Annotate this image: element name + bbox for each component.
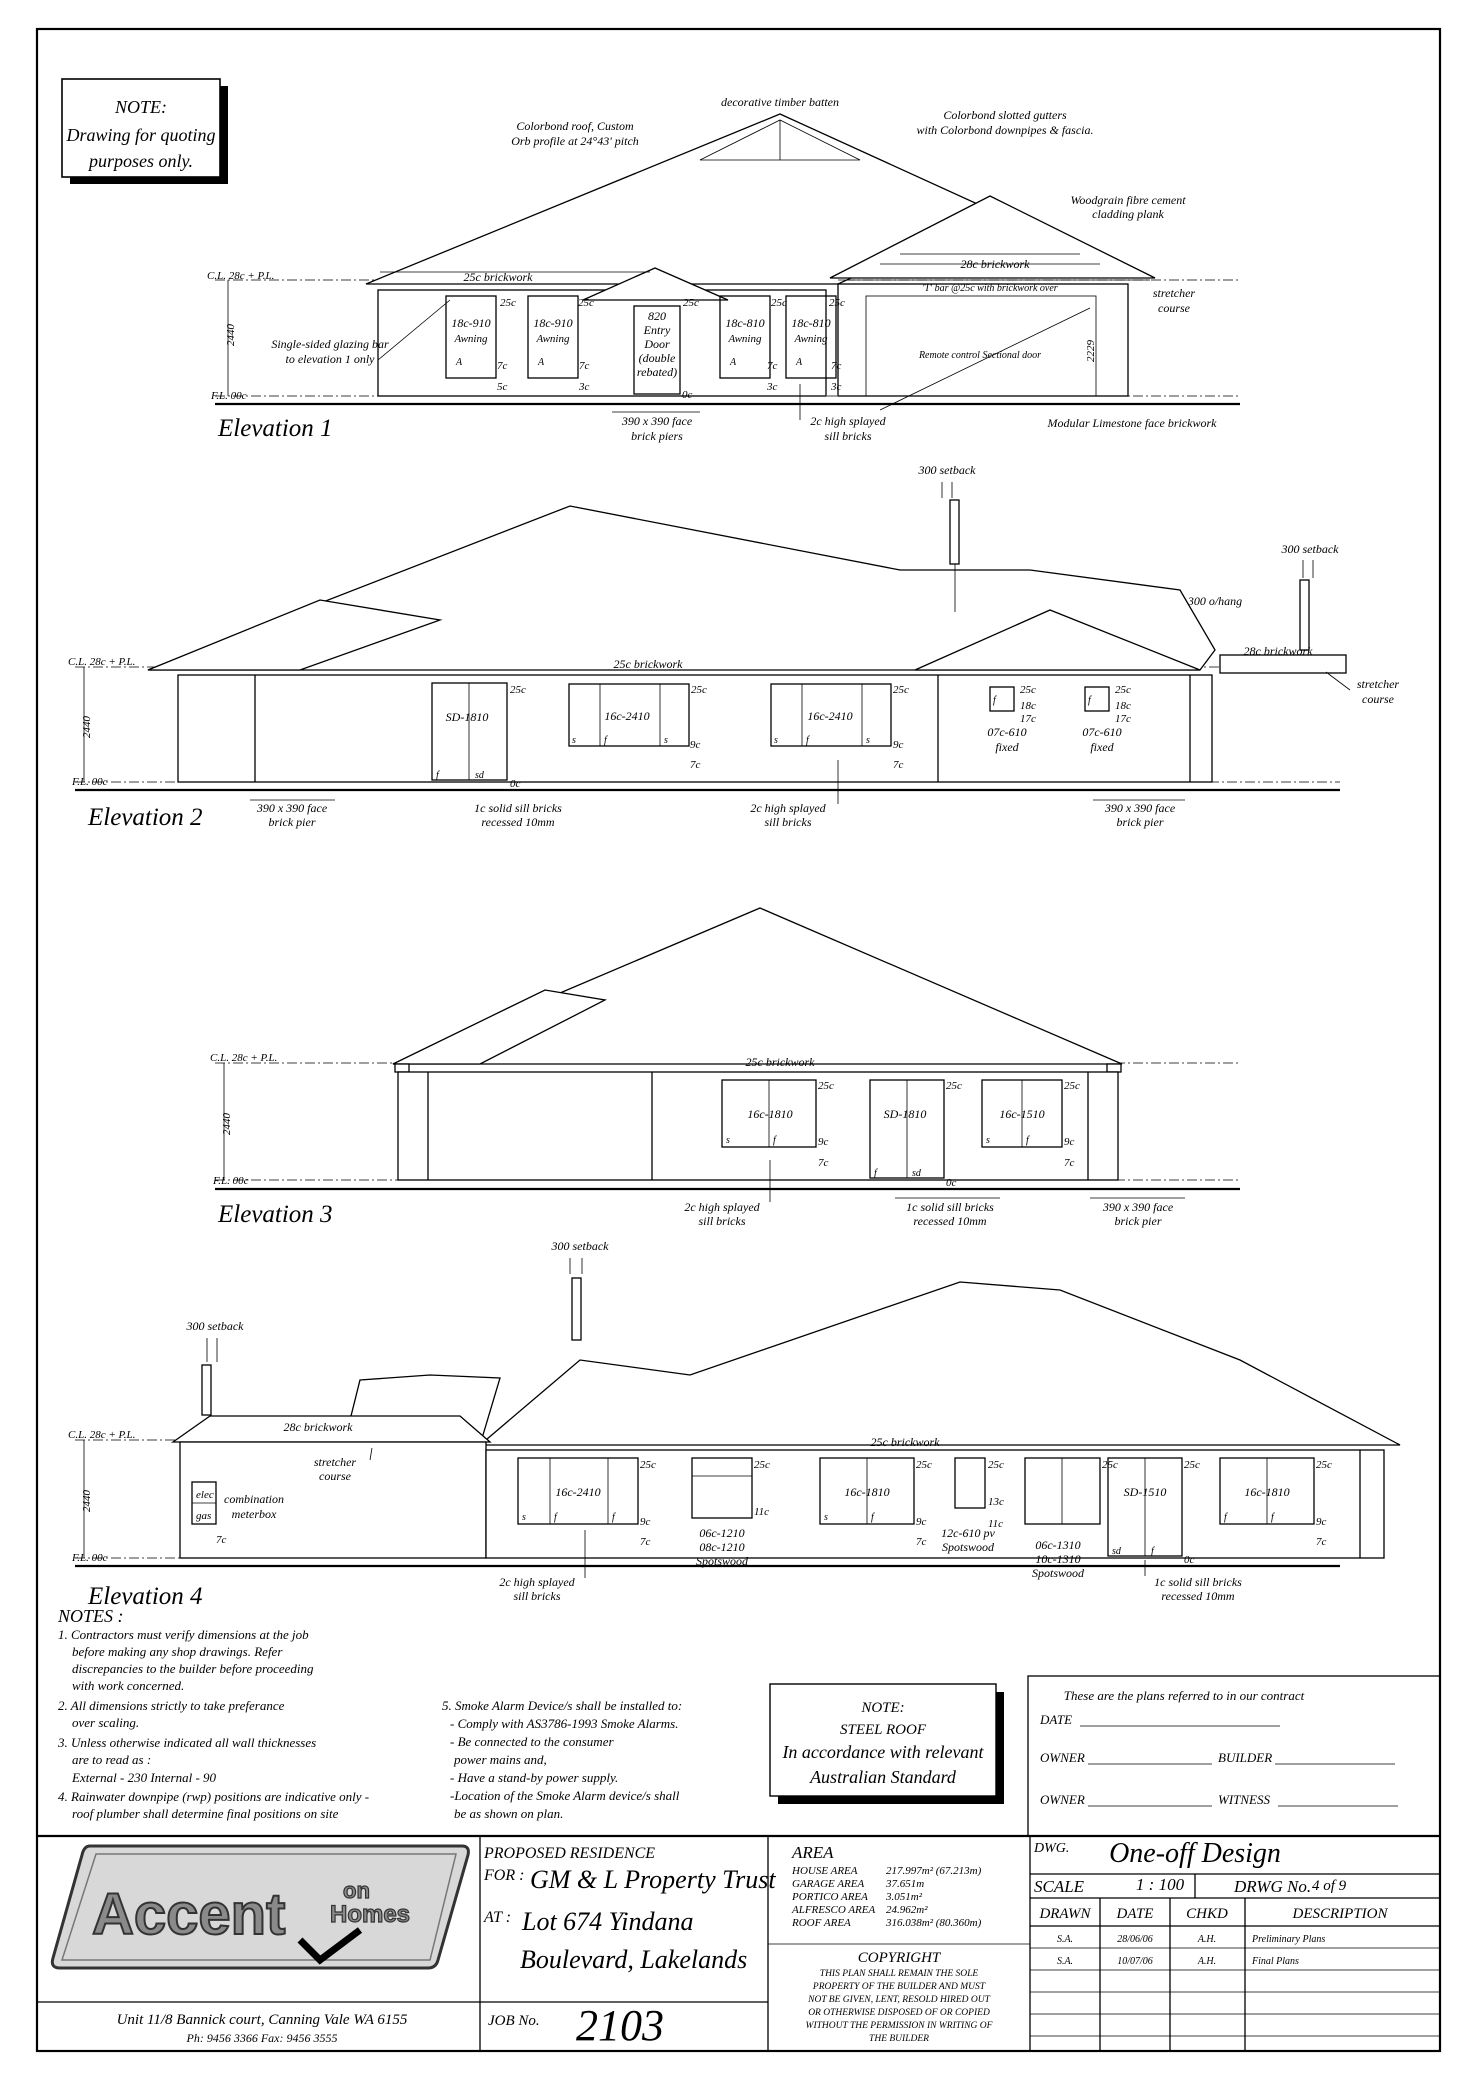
e1-door-2: Entry	[643, 323, 671, 337]
e4-c25-a: 25c	[640, 1459, 656, 1471]
e2-s-b: s	[664, 735, 668, 746]
e4-c25-f: 25c	[1184, 1459, 1200, 1471]
area-row-label: GARAGE AREA	[792, 1878, 865, 1890]
copyright-2: PROPERTY OF THE BUILDER AND MUST	[812, 1982, 986, 1992]
e2-c7-b: 7c	[893, 759, 904, 771]
note-1a: 1. Contractors must verify dimensions at the job	[58, 1627, 309, 1642]
e3-c7-a: 7c	[818, 1157, 829, 1169]
e1-c7-c: 7c	[767, 360, 778, 372]
e1-ceiling-level: C.L. 28c + P.L.	[207, 270, 275, 282]
copyright-1: THIS PLAN SHALL REMAIN THE SOLE	[819, 1969, 979, 1979]
e2-stretcher-1: stretcher	[1356, 677, 1400, 691]
e4-spotswood-c: Spotswood	[1031, 1566, 1085, 1580]
e2-c25-e: 25c	[1115, 684, 1131, 696]
job-label: JOB No.	[488, 2013, 540, 2029]
header-drawn: DRAWN	[1039, 1906, 1091, 1922]
e4-stretcher-2: course	[319, 1469, 351, 1483]
elevation-1	[207, 95, 1240, 443]
e1-cladding-2: cladding plank	[1092, 207, 1164, 221]
e3-floor-level: F.L. 00c	[213, 1175, 249, 1187]
e4-win-e2: 10c-1310	[1035, 1552, 1081, 1566]
e4-c7-c: 7c	[916, 1536, 927, 1548]
client-name: GM & L Property Trust	[530, 1865, 776, 1894]
e4-c25-g: 25c	[1316, 1459, 1332, 1471]
note-5c: - Be connected to the consumer	[450, 1734, 614, 1749]
note-2a: 2. All dimensions strictly to take preferance	[58, 1698, 285, 1713]
e2-c18-a: 18c	[1020, 700, 1036, 712]
e3-c7-b: 7c	[1064, 1157, 1075, 1169]
dwg-label: DWG.	[1034, 1841, 1070, 1856]
site-line-1: Lot 674 Yindana	[522, 1907, 694, 1936]
e4-f-f: f	[1151, 1546, 1154, 1557]
note-1d: with work concerned.	[72, 1678, 185, 1693]
area-row-label: ALFRESCO AREA	[792, 1904, 876, 1916]
area-row-value: 3.051m²	[886, 1891, 922, 1903]
e2-f-d: f	[993, 695, 996, 706]
area-row-label: HOUSE AREA	[792, 1865, 858, 1877]
e1-garage-height: 2229	[1085, 340, 1097, 362]
e2-win-b: 16c-2410	[807, 709, 853, 723]
steel-note-1: NOTE:	[861, 1700, 905, 1716]
elevation-4	[68, 1239, 1400, 1610]
contract-signatures	[1028, 1676, 1440, 1836]
e1-c5-a: 5c	[497, 381, 508, 393]
e3-s-b: s	[986, 1135, 990, 1146]
e2-ohang: 300 o/hang	[1187, 594, 1243, 608]
e4-s-b: s	[824, 1512, 828, 1523]
e1-win-d: 18c-810	[791, 316, 831, 330]
e3-sd: SD-1810	[883, 1107, 927, 1121]
e4-c9-a: 9c	[640, 1516, 651, 1528]
e2-sills-2: sill bricks	[764, 815, 812, 829]
contract-witness-label: WITNESS	[1218, 1792, 1270, 1807]
e2-win-a: 16c-2410	[604, 709, 650, 723]
e3-solid-1: 1c solid sill bricks	[906, 1200, 994, 1214]
e1-door-4: (double	[638, 351, 676, 365]
e4-win-a: 16c-2410	[555, 1485, 601, 1499]
drwg-number: 4 of 9	[1312, 1878, 1347, 1894]
for-label: FOR :	[484, 1867, 525, 1884]
e2-sills-1: 2c high splayed	[750, 801, 826, 815]
e1-win-c: 18c-810	[725, 316, 765, 330]
e2-c0: 0c	[510, 778, 521, 790]
e2-f-b: f	[806, 735, 809, 746]
e1-cladding-1: Woodgrain fibre cement	[1070, 193, 1186, 207]
e2-c18-b: 18c	[1115, 700, 1131, 712]
e1-win-a: 18c-910	[451, 316, 491, 330]
e2-f-e: f	[1088, 695, 1091, 706]
e2-fixed-a: fixed	[995, 740, 1019, 754]
e4-sills-2: sill bricks	[513, 1589, 561, 1603]
e2-s-d: s	[866, 735, 870, 746]
e4-c7-a: 7c	[216, 1534, 227, 1546]
e4-c25-c: 25c	[916, 1459, 932, 1471]
e4-c25-e: 25c	[1102, 1459, 1118, 1471]
e3-win-a: 16c-1810	[747, 1107, 793, 1121]
steel-note-2: STEEL ROOF	[840, 1722, 926, 1738]
e1-c7-d: 7c	[831, 360, 842, 372]
e1-c3-c: 3c	[831, 381, 842, 393]
e2-s-a: s	[572, 735, 576, 746]
notes-heading: NOTES :	[58, 1606, 124, 1626]
logo-homes: Homes	[330, 1901, 411, 1928]
site-line-2: Boulevard, Lakelands	[520, 1945, 748, 1974]
e1-awning-c: Awning	[728, 333, 762, 345]
e1-hinge-c: A	[730, 357, 737, 368]
note-line-1: NOTE:	[114, 97, 168, 117]
e4-elec: elec	[196, 1489, 214, 1501]
e2-sd: SD-1810	[445, 710, 489, 724]
e3-c9-b: 9c	[1064, 1136, 1075, 1148]
e2-solid-1: 1c solid sill bricks	[474, 801, 562, 815]
e1-garage-door: Remote control Sectional door	[918, 350, 1042, 361]
e4-sills-1: 2c high splayed	[499, 1575, 575, 1589]
elevation-2-title: Elevation 2	[88, 804, 203, 831]
e1-awning-a: Awning	[454, 333, 488, 345]
e3-sills-2: sill bricks	[698, 1214, 746, 1228]
e4-sd: SD-1510	[1123, 1485, 1167, 1499]
steel-roof-note	[770, 1684, 1004, 1804]
note-line-3: purposes only.	[88, 151, 194, 171]
e1-roof-note-2: Orb profile at 24°43' pitch	[511, 134, 639, 148]
e2-pier-1-b: 390 x 390 face	[1104, 801, 1176, 815]
area-table	[791, 1865, 982, 1929]
e4-spotswood-b: Spotswood	[941, 1540, 995, 1554]
e1-floor-level: F.L. 00c	[211, 390, 247, 402]
e3-c25-c: 25c	[1064, 1080, 1080, 1092]
note-5e: - Have a stand-by power supply.	[450, 1770, 619, 1785]
e4-win-b: 06c-1210	[699, 1526, 745, 1540]
rev-1-desc: Preliminary Plans	[1252, 1934, 1326, 1945]
e4-c0: 0c	[1184, 1554, 1195, 1566]
e1-sills-1: 2c high splayed	[810, 414, 886, 428]
e3-c25-a: 25c	[818, 1080, 834, 1092]
e3-c0: 0c	[946, 1177, 957, 1189]
copyright-heading: COPYRIGHT	[857, 1950, 941, 1966]
copyright-5: WITHOUT THE PERMISSION IN WRITING OF	[805, 2021, 993, 2031]
contract-owner-label-1: OWNER	[1040, 1750, 1085, 1765]
e2-stretcher-2: course	[1362, 692, 1394, 706]
note-5b: - Comply with AS3786-1993 Smoke Alarms.	[450, 1716, 679, 1731]
e2-pier-2-a: brick pier	[268, 815, 316, 829]
e4-c9-b: 9c	[916, 1516, 927, 1528]
note-4a: 4. Rainwater downpipe (rwp) positions are indicative only -	[58, 1789, 370, 1804]
e1-c0: 0c	[682, 389, 693, 401]
e1-c7-b: 7c	[579, 360, 590, 372]
elevation-2	[68, 463, 1399, 831]
scale-value: 1 : 100	[1135, 1875, 1185, 1894]
scale-label: SCALE	[1034, 1877, 1085, 1896]
e2-c25-a: 25c	[510, 684, 526, 696]
contract-builder-label: BUILDER	[1218, 1750, 1273, 1765]
e3-ceiling-level: C.L. 28c + P.L.	[210, 1052, 278, 1064]
steel-note-3: In accordance with relevant	[782, 1742, 984, 1762]
e3-pier-2: brick pier	[1114, 1214, 1162, 1228]
drwg-label: DRWG No.	[1234, 1877, 1312, 1896]
e4-c7-b: 7c	[640, 1536, 651, 1548]
e1-c25-c: 25c	[683, 297, 699, 309]
note-5d: power mains and,	[454, 1752, 547, 1767]
e1-stretcher-2: course	[1158, 301, 1190, 315]
e2-c25-d: 25c	[1020, 684, 1036, 696]
proposed-residence: PROPOSED RESIDENCE	[484, 1845, 656, 1862]
e4-f-c: f	[871, 1512, 874, 1523]
general-notes	[57, 1606, 682, 1821]
e2-fixed-code-a: 07c-610	[987, 725, 1027, 739]
e4-c25-d: 25c	[988, 1459, 1004, 1471]
note-5f: -Location of the Smoke Alarm device/s shall	[450, 1788, 680, 1803]
e1-c7-a: 7c	[497, 360, 508, 372]
e4-c11-a: 11c	[754, 1506, 770, 1518]
elevation-3	[210, 908, 1240, 1228]
copyright-3: NOT BE GIVEN, LENT, RESOLD HIRED OUT	[808, 1995, 990, 2005]
e4-brick-28: 28c brickwork	[283, 1420, 353, 1434]
note-line-2: Drawing for quoting	[66, 125, 216, 145]
rev-1-chkd: A.H.	[1197, 1934, 1217, 1945]
note-1b: before making any shop drawings. Refer	[72, 1644, 283, 1659]
e3-f-c: f	[874, 1168, 877, 1179]
rev-2-desc: Final Plans	[1252, 1956, 1299, 1967]
area-row-label: PORTICO AREA	[792, 1891, 868, 1903]
e4-brick-25: 25c brickwork	[870, 1435, 940, 1449]
e2-brick-25: 25c brickwork	[613, 657, 683, 671]
e1-stretcher-1: stretcher	[1152, 286, 1196, 300]
note-1c: discrepancies to the builder before proceeding	[72, 1661, 314, 1676]
e1-glazing-1: Single-sided glazing bar	[271, 337, 389, 351]
e1-hinge-b: A	[538, 357, 545, 368]
e1-tbar: 'T' bar @25c with brickwork over	[922, 283, 1058, 294]
e4-spotswood-a: Spotswood	[695, 1554, 749, 1568]
e3-f-b: f	[1026, 1135, 1029, 1146]
e4-win-d: 12c-610 pv	[941, 1526, 995, 1540]
e3-solid-2: recessed 10mm	[913, 1214, 987, 1228]
e2-ceiling-level: C.L. 28c + P.L.	[68, 656, 136, 668]
logo-on: on	[343, 1878, 370, 1903]
e1-door-5: rebated)	[636, 365, 678, 379]
e3-height: 2440	[221, 1113, 233, 1135]
area-row-label: ROOF AREA	[792, 1917, 851, 1929]
e4-height: 2440	[81, 1490, 93, 1512]
e1-sills-2: sill bricks	[824, 429, 872, 443]
e4-win-e: 06c-1310	[1035, 1538, 1081, 1552]
dwg-title: One-off Design	[1109, 1838, 1281, 1869]
job-number: 2103	[576, 2001, 664, 2050]
e1-brick-25: 25c brickwork	[463, 270, 533, 284]
e4-c25-b: 25c	[754, 1459, 770, 1471]
area-row-value: 24.962m²	[886, 1904, 928, 1916]
elevation-3-title: Elevation 3	[218, 1201, 333, 1228]
e4-win-f: 16c-1810	[1244, 1485, 1290, 1499]
e1-door-1: 820	[648, 309, 666, 323]
e4-setback-a: 300 setback	[551, 1239, 609, 1253]
copyright-6: THE BUILDER	[869, 2034, 929, 2044]
e1-gutters-2: with Colorbond downpipes & fascia.	[916, 123, 1094, 137]
contract-owner-label-2: OWNER	[1040, 1792, 1085, 1807]
e2-f-c: f	[436, 770, 439, 781]
e4-stretcher-1: stretcher	[313, 1455, 357, 1469]
e4-meter-1: combination	[224, 1492, 284, 1506]
e3-sd-tag: sd	[912, 1168, 921, 1179]
e1-brick-28: 28c brickwork	[960, 257, 1030, 271]
e1-roof-note-1: Colorbond roof, Custom	[516, 119, 634, 133]
e3-c25-b: 25c	[946, 1080, 962, 1092]
e2-s-c: s	[774, 735, 778, 746]
e1-c3-a: 3c	[579, 381, 590, 393]
e4-win-b2: 08c-1210	[699, 1540, 745, 1554]
e2-brick-28: 28c brickwork	[1243, 644, 1313, 658]
e4-solid-1: 1c solid sill bricks	[1154, 1575, 1242, 1589]
e1-limestone: Modular Limestone face brickwork	[1047, 416, 1217, 430]
title-block	[37, 1836, 1440, 2051]
e2-c7-a: 7c	[690, 759, 701, 771]
note-2b: over scaling.	[72, 1715, 140, 1730]
e2-height: 2440	[81, 716, 93, 738]
e1-piers-1: 390 x 390 face	[621, 414, 693, 428]
e2-sd-tag: sd	[475, 770, 484, 781]
e4-gas: gas	[196, 1510, 212, 1522]
e4-ceiling-level: C.L. 28c + P.L.	[68, 1429, 136, 1441]
e4-c9-c: 9c	[1316, 1516, 1327, 1528]
logo-accent: Accent	[92, 1882, 286, 1947]
e3-brick-25: 25c brickwork	[745, 1055, 815, 1069]
e2-setback-b: 300 setback	[1281, 542, 1339, 556]
header-description: DESCRIPTION	[1292, 1906, 1388, 1922]
e4-win-c: 16c-1810	[844, 1485, 890, 1499]
rev-2-date: 10/07/06	[1117, 1956, 1153, 1967]
e1-hinge-d: A	[796, 357, 803, 368]
e1-c3-b: 3c	[767, 381, 778, 393]
e1-awning-d: Awning	[794, 333, 828, 345]
steel-note-4: Australian Standard	[810, 1767, 956, 1787]
rev-2-drawn: S.A.	[1056, 1956, 1074, 1967]
e4-f-e: f	[1271, 1512, 1274, 1523]
quoting-note-box	[62, 79, 228, 184]
header-date: DATE	[1116, 1906, 1154, 1922]
company-address: Unit 11/8 Bannick court, Canning Vale WA 6155	[116, 2012, 408, 2028]
area-row-value: 217.997m² (67.213m)	[886, 1865, 982, 1877]
e4-c11-b: 11c	[988, 1518, 1004, 1530]
e1-piers-2: brick piers	[631, 429, 683, 443]
e1-height: 2440	[225, 324, 237, 346]
e4-f-b: f	[612, 1512, 615, 1523]
e1-c25-b: 25c	[578, 297, 594, 309]
e3-f-a: f	[773, 1135, 776, 1146]
e4-f-a: f	[554, 1512, 557, 1523]
contract-date-label: DATE	[1040, 1712, 1073, 1727]
note-3b: are to read as :	[72, 1752, 152, 1767]
note-3c: External - 230 Internal - 90	[72, 1770, 217, 1785]
area-heading: AREA	[792, 1843, 834, 1862]
e1-batten-note: decorative timber batten	[721, 95, 839, 109]
e4-solid-2: recessed 10mm	[1161, 1589, 1235, 1603]
e2-c25-c: 25c	[893, 684, 909, 696]
company-phone: Ph: 9456 3366 Fax: 9456 3555	[186, 2031, 338, 2045]
e4-floor-level: F.L. 00c	[72, 1552, 108, 1564]
e4-sd-tag: sd	[1112, 1546, 1121, 1557]
e3-pier-1: 390 x 390 face	[1102, 1200, 1174, 1214]
e4-setback-b: 300 setback	[186, 1319, 244, 1333]
e2-pier-1-a: 390 x 390 face	[256, 801, 328, 815]
note-5a: 5. Smoke Alarm Device/s shall be installed to:	[442, 1698, 683, 1713]
elevation-1-title: Elevation 1	[218, 415, 333, 442]
e1-win-b: 18c-910	[533, 316, 573, 330]
note-4b: roof plumber shall determine final positions on site	[72, 1806, 339, 1821]
e1-c25-a: 25c	[500, 297, 516, 309]
e1-c25-d: 25c	[771, 297, 787, 309]
e3-c9-a: 9c	[818, 1136, 829, 1148]
e2-floor-level: F.L. 00c	[72, 776, 108, 788]
e2-f-a: f	[604, 735, 607, 746]
rev-1-drawn: S.A.	[1056, 1934, 1074, 1945]
accent-homes-logo	[52, 1846, 468, 1968]
e3-sills-1: 2c high splayed	[684, 1200, 760, 1214]
area-row-value: 37.651m	[886, 1878, 925, 1890]
note-5g: be as shown on plan.	[454, 1806, 564, 1821]
e3-win-b: 16c-1510	[999, 1107, 1045, 1121]
note-3a: 3. Unless otherwise indicated all wall thicknesses	[58, 1735, 317, 1750]
e4-c7-d: 7c	[1316, 1536, 1327, 1548]
copyright-4: OR OTHERWISE DISPOSED OF OR COPIED	[808, 2008, 990, 2018]
e2-c9-a: 9c	[690, 739, 701, 751]
e3-s-a: s	[726, 1135, 730, 1146]
rev-1-date: 28/06/06	[1117, 1934, 1153, 1945]
e4-s-a: s	[522, 1512, 526, 1523]
e1-glazing-2: to elevation 1 only	[285, 352, 375, 366]
area-row-value: 316.038m² (80.360m)	[886, 1917, 982, 1929]
at-label: AT :	[484, 1909, 512, 1926]
contract-heading: These are the plans referred to in our contract	[1063, 1688, 1305, 1703]
e2-fixed-code-b: 07c-610	[1082, 725, 1122, 739]
e1-awning-b: Awning	[536, 333, 570, 345]
e2-c25-b: 25c	[691, 684, 707, 696]
header-chkd: CHKD	[1186, 1906, 1228, 1922]
e1-c25-e: 25c	[829, 297, 845, 309]
e2-solid-2: recessed 10mm	[481, 815, 555, 829]
e4-c13: 13c	[988, 1496, 1004, 1508]
e1-gutters-1: Colorbond slotted gutters	[943, 108, 1067, 122]
e2-fixed-b: fixed	[1090, 740, 1114, 754]
e2-pier-2-b: brick pier	[1116, 815, 1164, 829]
e4-meter-2: meterbox	[231, 1507, 277, 1521]
e4-f-d: f	[1224, 1512, 1227, 1523]
e1-hinge-a: A	[456, 357, 463, 368]
e2-c17-a: 17c	[1020, 713, 1036, 725]
e2-setback-a: 300 setback	[918, 463, 976, 477]
rev-2-chkd: A.H.	[1197, 1956, 1217, 1967]
e1-door-3: Door	[644, 337, 670, 351]
elevation-4-title: Elevation 4	[88, 1583, 203, 1610]
e2-c17-b: 17c	[1115, 713, 1131, 725]
e2-c9-b: 9c	[893, 739, 904, 751]
